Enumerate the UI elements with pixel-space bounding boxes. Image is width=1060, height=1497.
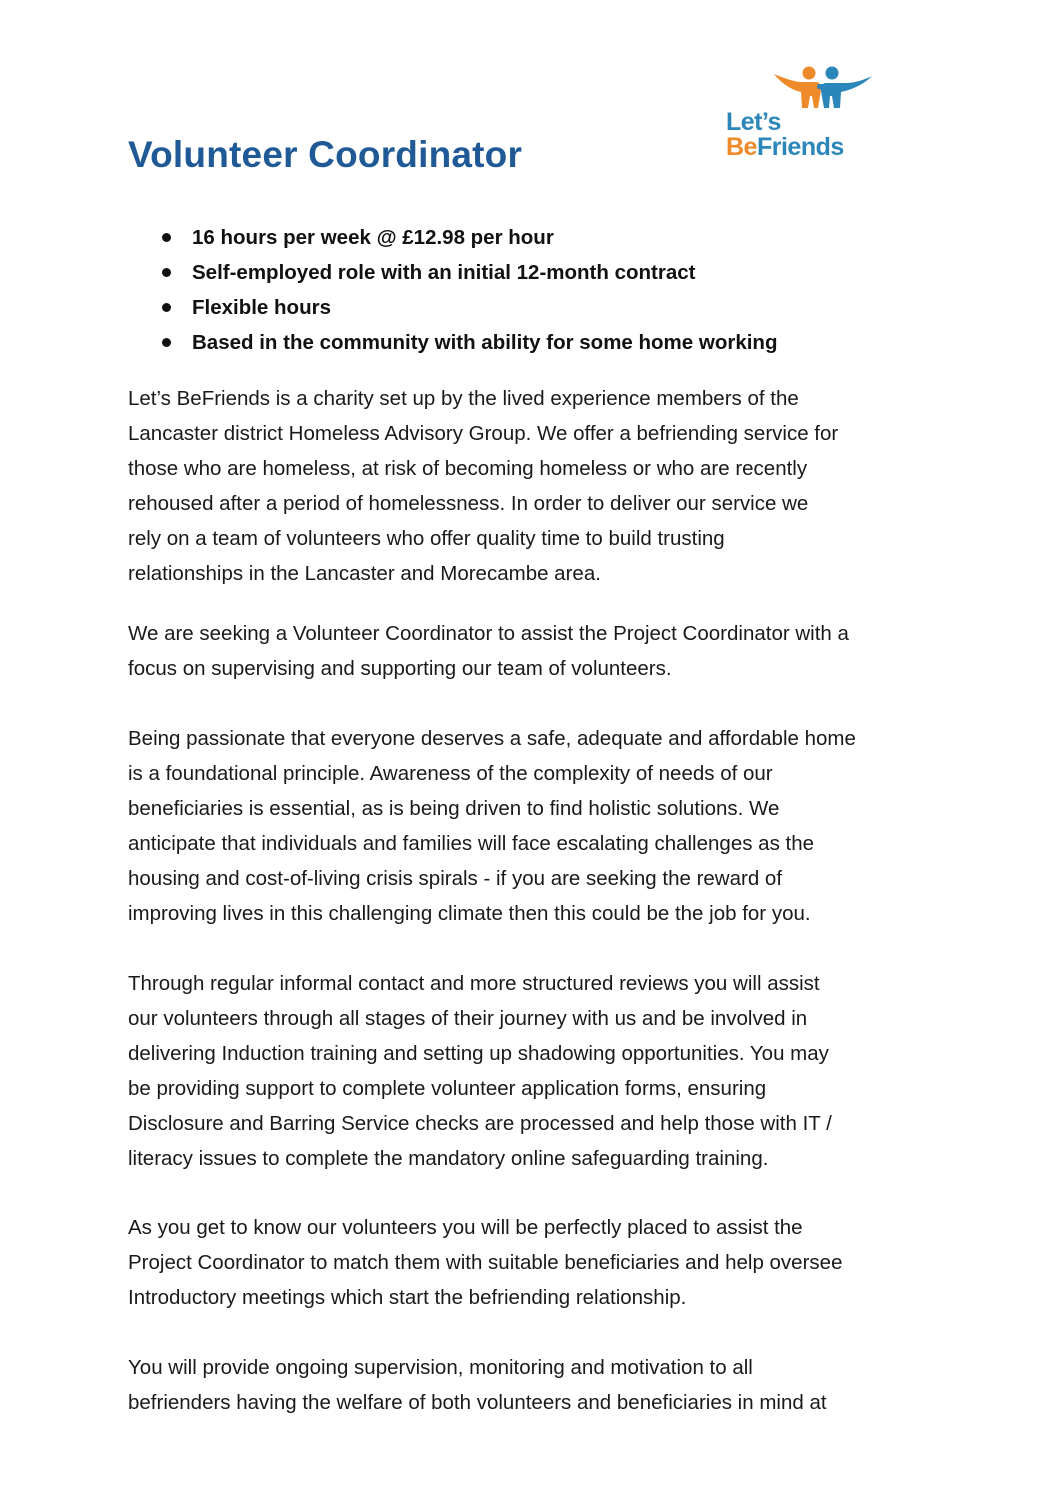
text-line: As you get to know our volunteers you will be perfectly placed to assist the <box>128 1216 803 1239</box>
paragraph-responsibilities <box>128 966 938 1176</box>
text-line: housing and cost-of-living crisis spirals - if you are seeking the reward of <box>128 867 783 890</box>
text-line: beneficiaries is essential, as is being driven to find holistic solutions. We <box>128 797 780 820</box>
text-line: rehoused after a period of homelessness. In order to deliver our service we <box>128 492 809 515</box>
text-line: You will provide ongoing supervision, monitoring and motivation to all <box>128 1356 753 1379</box>
logo-text-be: Be <box>726 133 757 161</box>
paragraph-role-intro <box>128 616 938 686</box>
list-item-text: 16 hours per week @ £12.98 per hour <box>192 226 554 249</box>
paragraph-about-charity <box>128 381 938 591</box>
text-line: befrienders having the welfare of both volunteers and beneficiaries in mind at <box>128 1391 827 1414</box>
list-item <box>160 220 940 255</box>
text-line: literacy issues to complete the mandatory online safeguarding training. <box>128 1147 769 1170</box>
list-item-text: Flexible hours <box>192 296 331 319</box>
logo-text-friends: Friends <box>756 133 844 161</box>
bullet-icon <box>162 233 171 242</box>
list-item <box>160 255 940 290</box>
list-item-text: Based in the community with ability for some home working <box>192 331 778 354</box>
job-summary-list <box>160 220 940 360</box>
text-line: We are seeking a Volunteer Coordinator to assist the Project Coordinator with a <box>128 622 849 645</box>
text-line: Being passionate that everyone deserves a safe, adequate and affordable home <box>128 727 856 750</box>
text-line: rely on a team of volunteers who offer quality time to build trusting <box>128 527 725 550</box>
lets-befriends-logo <box>722 62 882 166</box>
logo-text-lets: Let’s <box>726 108 781 136</box>
text-line: is a foundational principle. Awareness of the complexity of needs of our <box>128 762 773 785</box>
list-item-text: Self-employed role with an initial 12-month contract <box>192 261 696 284</box>
list-item <box>160 325 940 360</box>
text-line: Lancaster district Homeless Advisory Group. We offer a befriending service for <box>128 422 839 445</box>
text-line: our volunteers through all stages of their journey with us and be involved in <box>128 1007 808 1030</box>
bullet-icon <box>162 338 171 347</box>
text-line: anticipate that individuals and families will face escalating challenges as the <box>128 832 815 855</box>
logo-text-befriends <box>726 135 844 160</box>
bullet-icon <box>162 303 171 312</box>
paragraph-supervision <box>128 1350 938 1420</box>
text-line: be providing support to complete volunteer application forms, ensuring <box>128 1077 767 1100</box>
text-line: Introductory meetings which start the befriending relationship. <box>128 1286 687 1309</box>
text-line: Let’s BeFriends is a charity set up by the lived experience members of the <box>128 387 799 410</box>
paragraph-principles <box>128 721 938 931</box>
text-line: relationships in the Lancaster and Morecambe area. <box>128 562 601 585</box>
text-line: delivering Induction training and setting up shadowing opportunities. You may <box>128 1042 829 1065</box>
text-line: those who are homeless, at risk of becoming homeless or who are recently <box>128 457 808 480</box>
page-title: Volunteer Coordinator <box>128 134 523 175</box>
text-line: Project Coordinator to match them with suitable beneficiaries and help oversee <box>128 1251 843 1274</box>
bullet-icon <box>162 268 171 277</box>
list-item <box>160 290 940 325</box>
text-line: focus on supervising and supporting our team of volunteers. <box>128 657 672 680</box>
text-line: Through regular informal contact and more structured reviews you will assist <box>128 972 820 995</box>
text-line: improving lives in this challenging climate then this could be the job for you. <box>128 902 811 925</box>
text-line: Disclosure and Barring Service checks are processed and help those with IT / <box>128 1112 832 1135</box>
paragraph-matching <box>128 1210 938 1315</box>
